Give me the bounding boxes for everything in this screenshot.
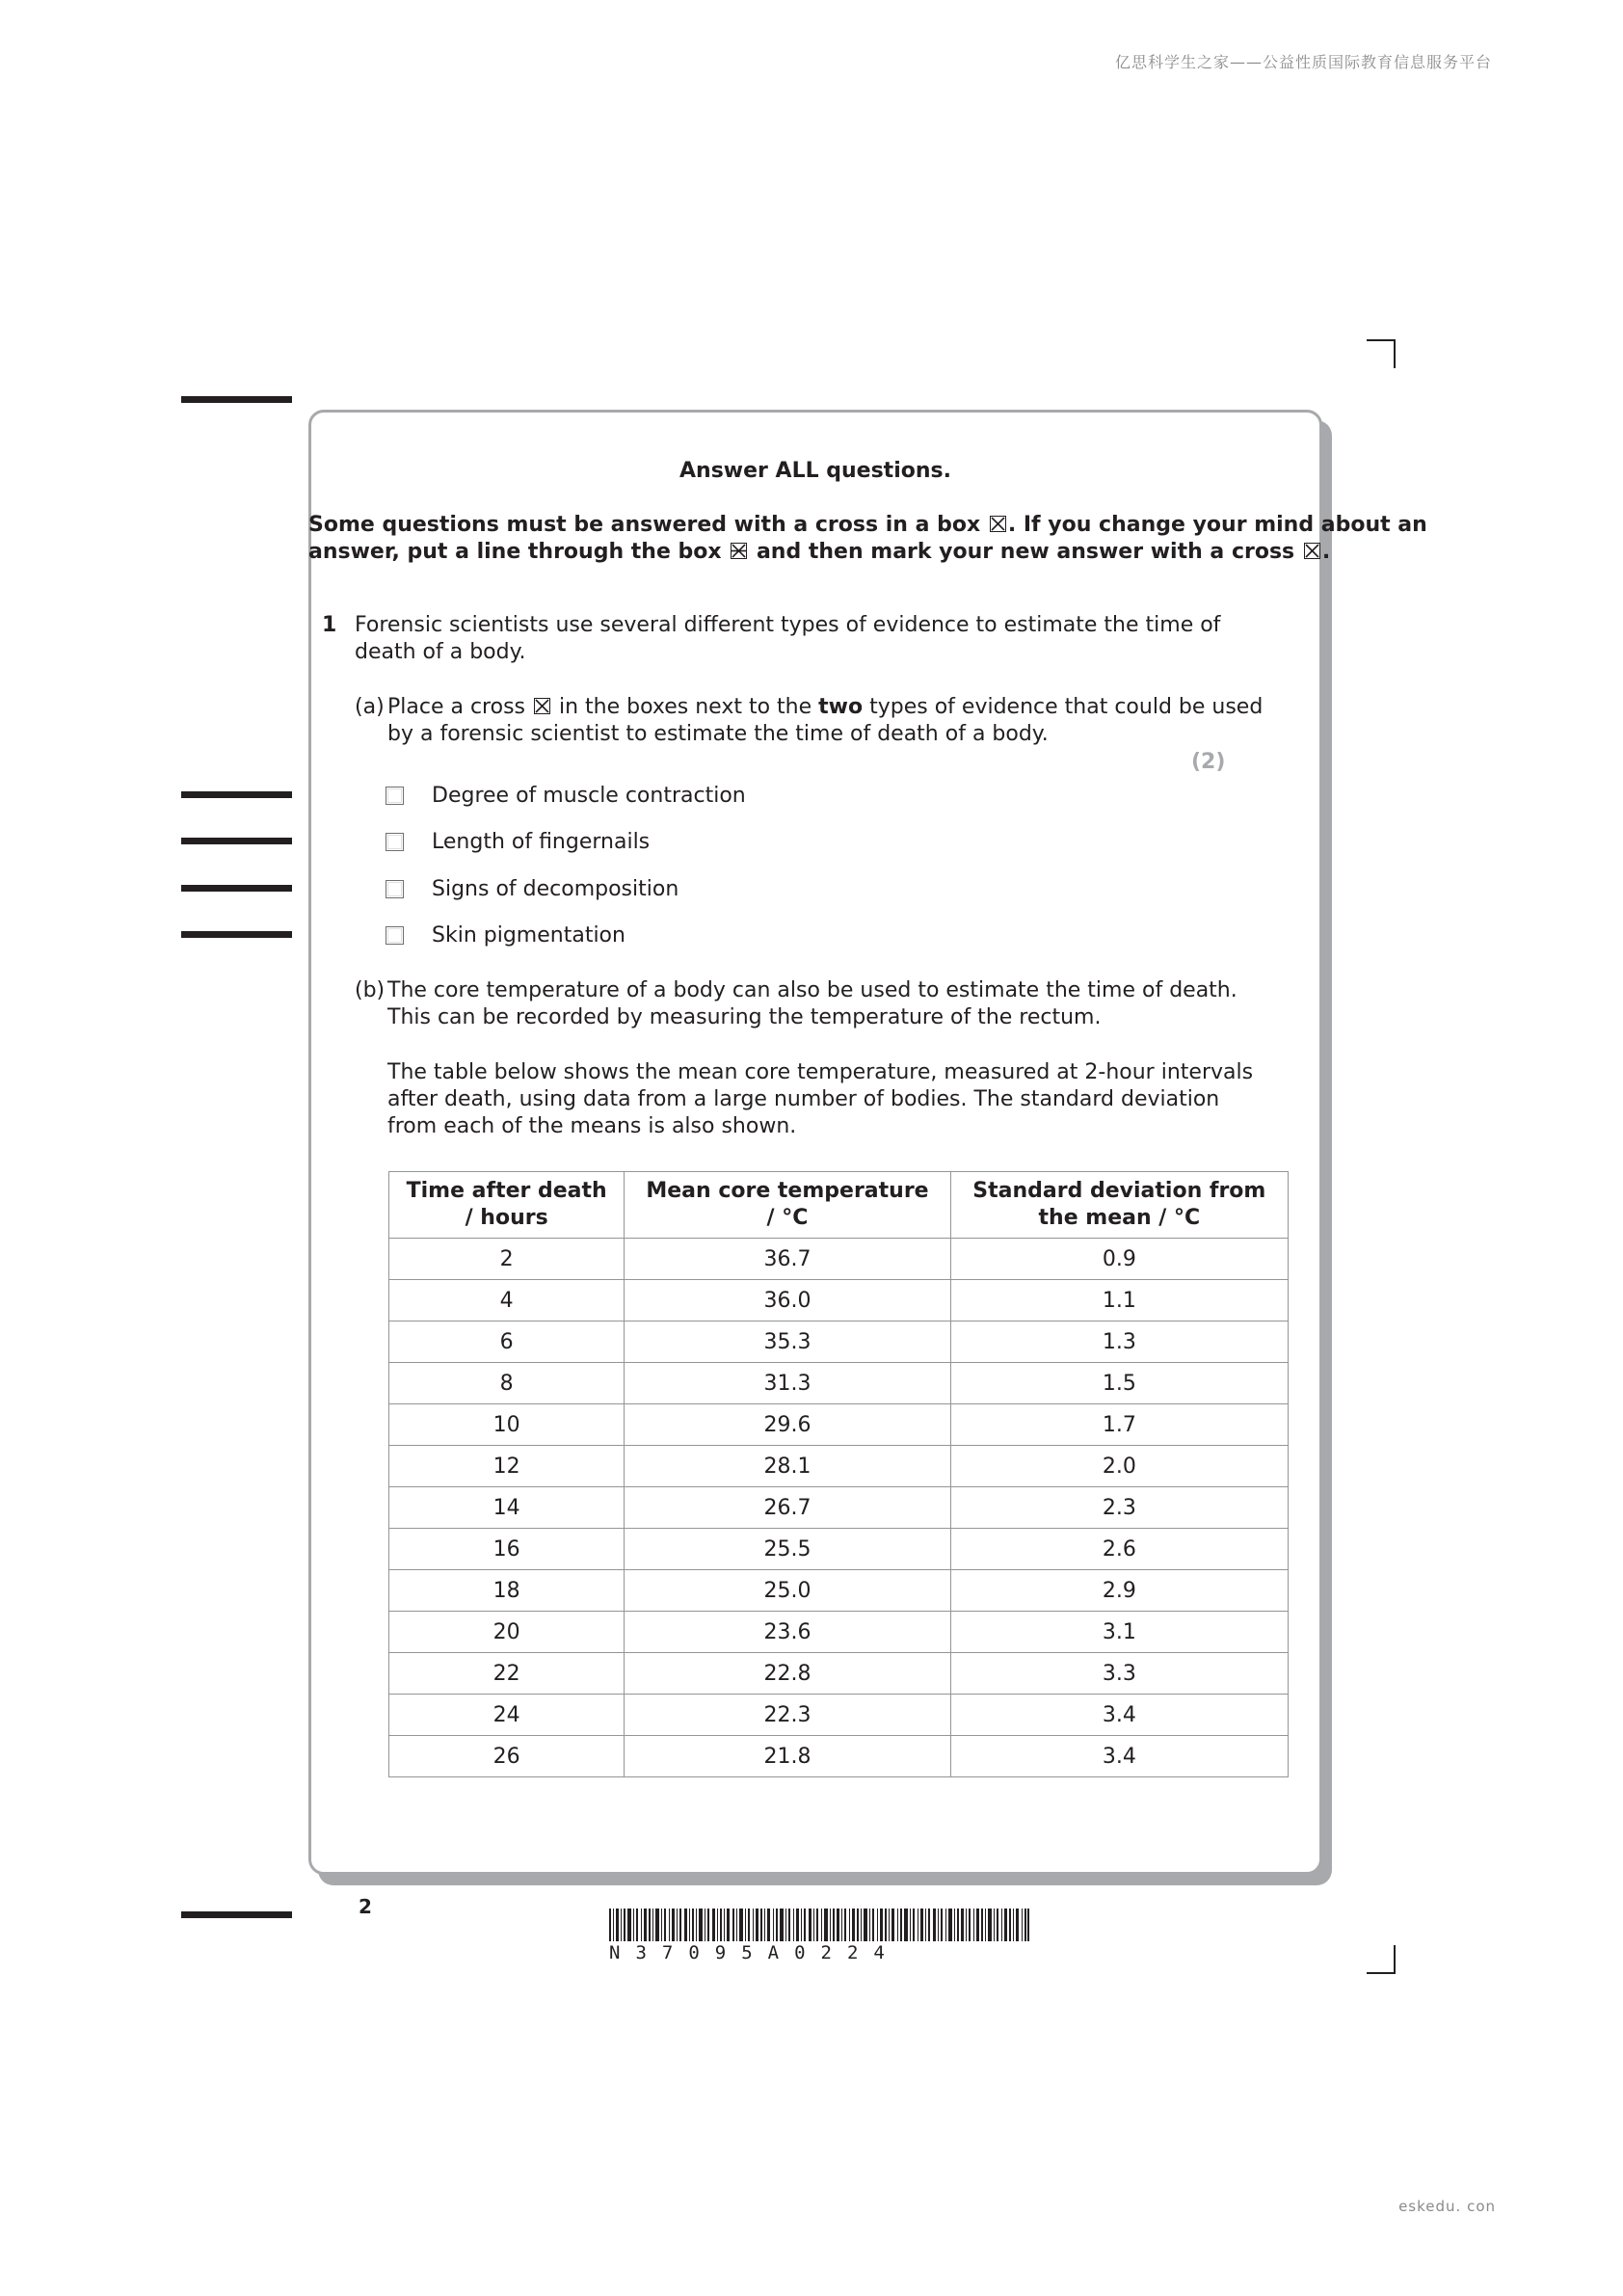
cross-box-icon: [990, 516, 1006, 532]
part-b-para-2-line-3: from each of the means is also shown.: [387, 1114, 797, 1138]
part-a-label: (a): [355, 695, 385, 719]
margin-bar: [181, 838, 292, 844]
part-a-text: in the boxes next to the: [559, 695, 812, 719]
table-cell: 18: [389, 1570, 625, 1612]
marks-label: (2): [1191, 750, 1226, 774]
question-stem-line-1: Forensic scientists use several different types of evidence to estimate the time of: [355, 613, 1221, 637]
table-cell: 22: [389, 1653, 625, 1695]
table-cell: 3.1: [950, 1612, 1288, 1653]
instructions-heading: Answer ALL questions.: [679, 459, 951, 483]
instructions-text: . If you change your mind about an: [1007, 513, 1427, 537]
part-b-para-1-line-2: This can be recorded by measuring the temperature of the rectum.: [387, 1005, 1102, 1029]
table-cell: 10: [389, 1404, 625, 1446]
instructions-text: answer, put a line through the box: [308, 540, 722, 564]
table-cell: 3.4: [950, 1695, 1288, 1736]
table-cell: 2: [389, 1239, 625, 1280]
table-row: [389, 1653, 1289, 1695]
table-row: [389, 1612, 1289, 1653]
barcode-text: N37095A0224: [609, 1942, 900, 1963]
table-cell: 31.3: [625, 1363, 950, 1404]
option-label: Signs of decomposition: [432, 877, 679, 901]
part-b-para-2-line-1: The table below shows the mean core temperature, measured at 2-hour intervals: [387, 1060, 1254, 1084]
margin-bar: [181, 791, 292, 798]
table-row: [389, 1280, 1289, 1322]
table-cell: 25.5: [625, 1529, 950, 1570]
table-header-cell: Mean core temperature / °C: [625, 1172, 950, 1239]
table-cell: 1.3: [950, 1322, 1288, 1363]
table-cell: 1.5: [950, 1363, 1288, 1404]
table-row: [389, 1529, 1289, 1570]
table-cell: 3.4: [950, 1736, 1288, 1777]
table-cell: 28.1: [625, 1446, 950, 1487]
table-cell: 20: [389, 1612, 625, 1653]
table-row: [389, 1695, 1289, 1736]
table-cell: 36.7: [625, 1239, 950, 1280]
table-cell: 21.8: [625, 1736, 950, 1777]
table-cell: 35.3: [625, 1322, 950, 1363]
part-a-emphasis: two: [818, 695, 864, 719]
table-cell: 1.1: [950, 1280, 1288, 1322]
option-checkbox[interactable]: [386, 926, 404, 945]
table-cell: 2.0: [950, 1446, 1288, 1487]
table-row: [389, 1446, 1289, 1487]
table-cell: 36.0: [625, 1280, 950, 1322]
table-cell: 2.3: [950, 1487, 1288, 1529]
instructions-text: .: [1321, 540, 1331, 564]
barcode: [609, 1909, 1029, 1941]
table-cell: 22.8: [625, 1653, 950, 1695]
part-a-text: Place a cross: [387, 695, 525, 719]
table-row: [389, 1322, 1289, 1363]
part-b-para-1-line-1: The core temperature of a body can also be used to estimate the time of death.: [387, 978, 1237, 1002]
table-header-row: [389, 1172, 1289, 1239]
crop-mark-top-right-v: [1394, 339, 1396, 368]
option-checkbox[interactable]: [386, 880, 404, 898]
option-checkbox[interactable]: [386, 833, 404, 851]
margin-bar: [181, 931, 292, 938]
table-row: [389, 1736, 1289, 1777]
table-cell: 26: [389, 1736, 625, 1777]
watermark-bottom: eskedu. con: [1398, 2198, 1496, 2215]
crop-mark-bottom-right-v: [1394, 1945, 1396, 1974]
part-b-para-2-line-2: after death, using data from a large number of bodies. The standard deviation: [387, 1087, 1220, 1111]
table-header-cell: Time after death / hours: [389, 1172, 625, 1239]
table-cell: 26.7: [625, 1487, 950, 1529]
table-row: [389, 1239, 1289, 1280]
cross-box-icon: [1304, 543, 1320, 559]
crop-mark-top-right-h: [1367, 339, 1394, 341]
table-cell: 0.9: [950, 1239, 1288, 1280]
table-cell: 22.3: [625, 1695, 950, 1736]
part-a-text: types of evidence that could be used: [869, 695, 1264, 719]
instructions-line-2: [308, 539, 1331, 566]
instructions-text: Some questions must be answered with a cross in a box: [308, 513, 981, 537]
table-cell: 29.6: [625, 1404, 950, 1446]
question-stem-line-2: death of a body.: [355, 640, 526, 664]
table-cell: 16: [389, 1529, 625, 1570]
margin-bar: [181, 1911, 292, 1918]
option-label: Degree of muscle contraction: [432, 784, 746, 808]
option-label: Length of fingernails: [432, 830, 651, 854]
instructions-line-1: [308, 512, 1427, 539]
option-label: Skin pigmentation: [432, 923, 625, 948]
crop-mark-bottom-right-h: [1367, 1972, 1394, 1974]
table-cell: 1.7: [950, 1404, 1288, 1446]
table-cell: 3.3: [950, 1653, 1288, 1695]
part-a-line-1: [387, 694, 1263, 721]
temperature-table: [388, 1171, 1289, 1777]
option-checkbox[interactable]: [386, 787, 404, 805]
instructions-text: and then mark your new answer with a cross: [756, 540, 1295, 564]
part-a-line-2: by a forensic scientist to estimate the time of death of a body.: [387, 722, 1049, 746]
margin-bar: [181, 885, 292, 892]
table-cell: 25.0: [625, 1570, 950, 1612]
part-b-label: (b): [355, 978, 386, 1002]
question-number: 1: [322, 613, 337, 637]
table-row: [389, 1487, 1289, 1529]
table-cell: 23.6: [625, 1612, 950, 1653]
cross-box-icon: [534, 698, 550, 714]
table-cell: 12: [389, 1446, 625, 1487]
table-row: [389, 1363, 1289, 1404]
margin-bar: [181, 396, 292, 403]
table-cell: 14: [389, 1487, 625, 1529]
table-cell: 2.6: [950, 1529, 1288, 1570]
table-cell: 6: [389, 1322, 625, 1363]
page-number: 2: [359, 1895, 372, 1918]
struck-cross-box-icon: [731, 543, 747, 559]
table-cell: 4: [389, 1280, 625, 1322]
table-row: [389, 1404, 1289, 1446]
table-cell: 2.9: [950, 1570, 1288, 1612]
table-row: [389, 1570, 1289, 1612]
table-header-cell: Standard deviation from the mean / °C: [950, 1172, 1288, 1239]
watermark-top: 亿思科学生之家——公益性质国际教育信息服务平台: [1114, 53, 1492, 71]
table-cell: 24: [389, 1695, 625, 1736]
table-cell: 8: [389, 1363, 625, 1404]
